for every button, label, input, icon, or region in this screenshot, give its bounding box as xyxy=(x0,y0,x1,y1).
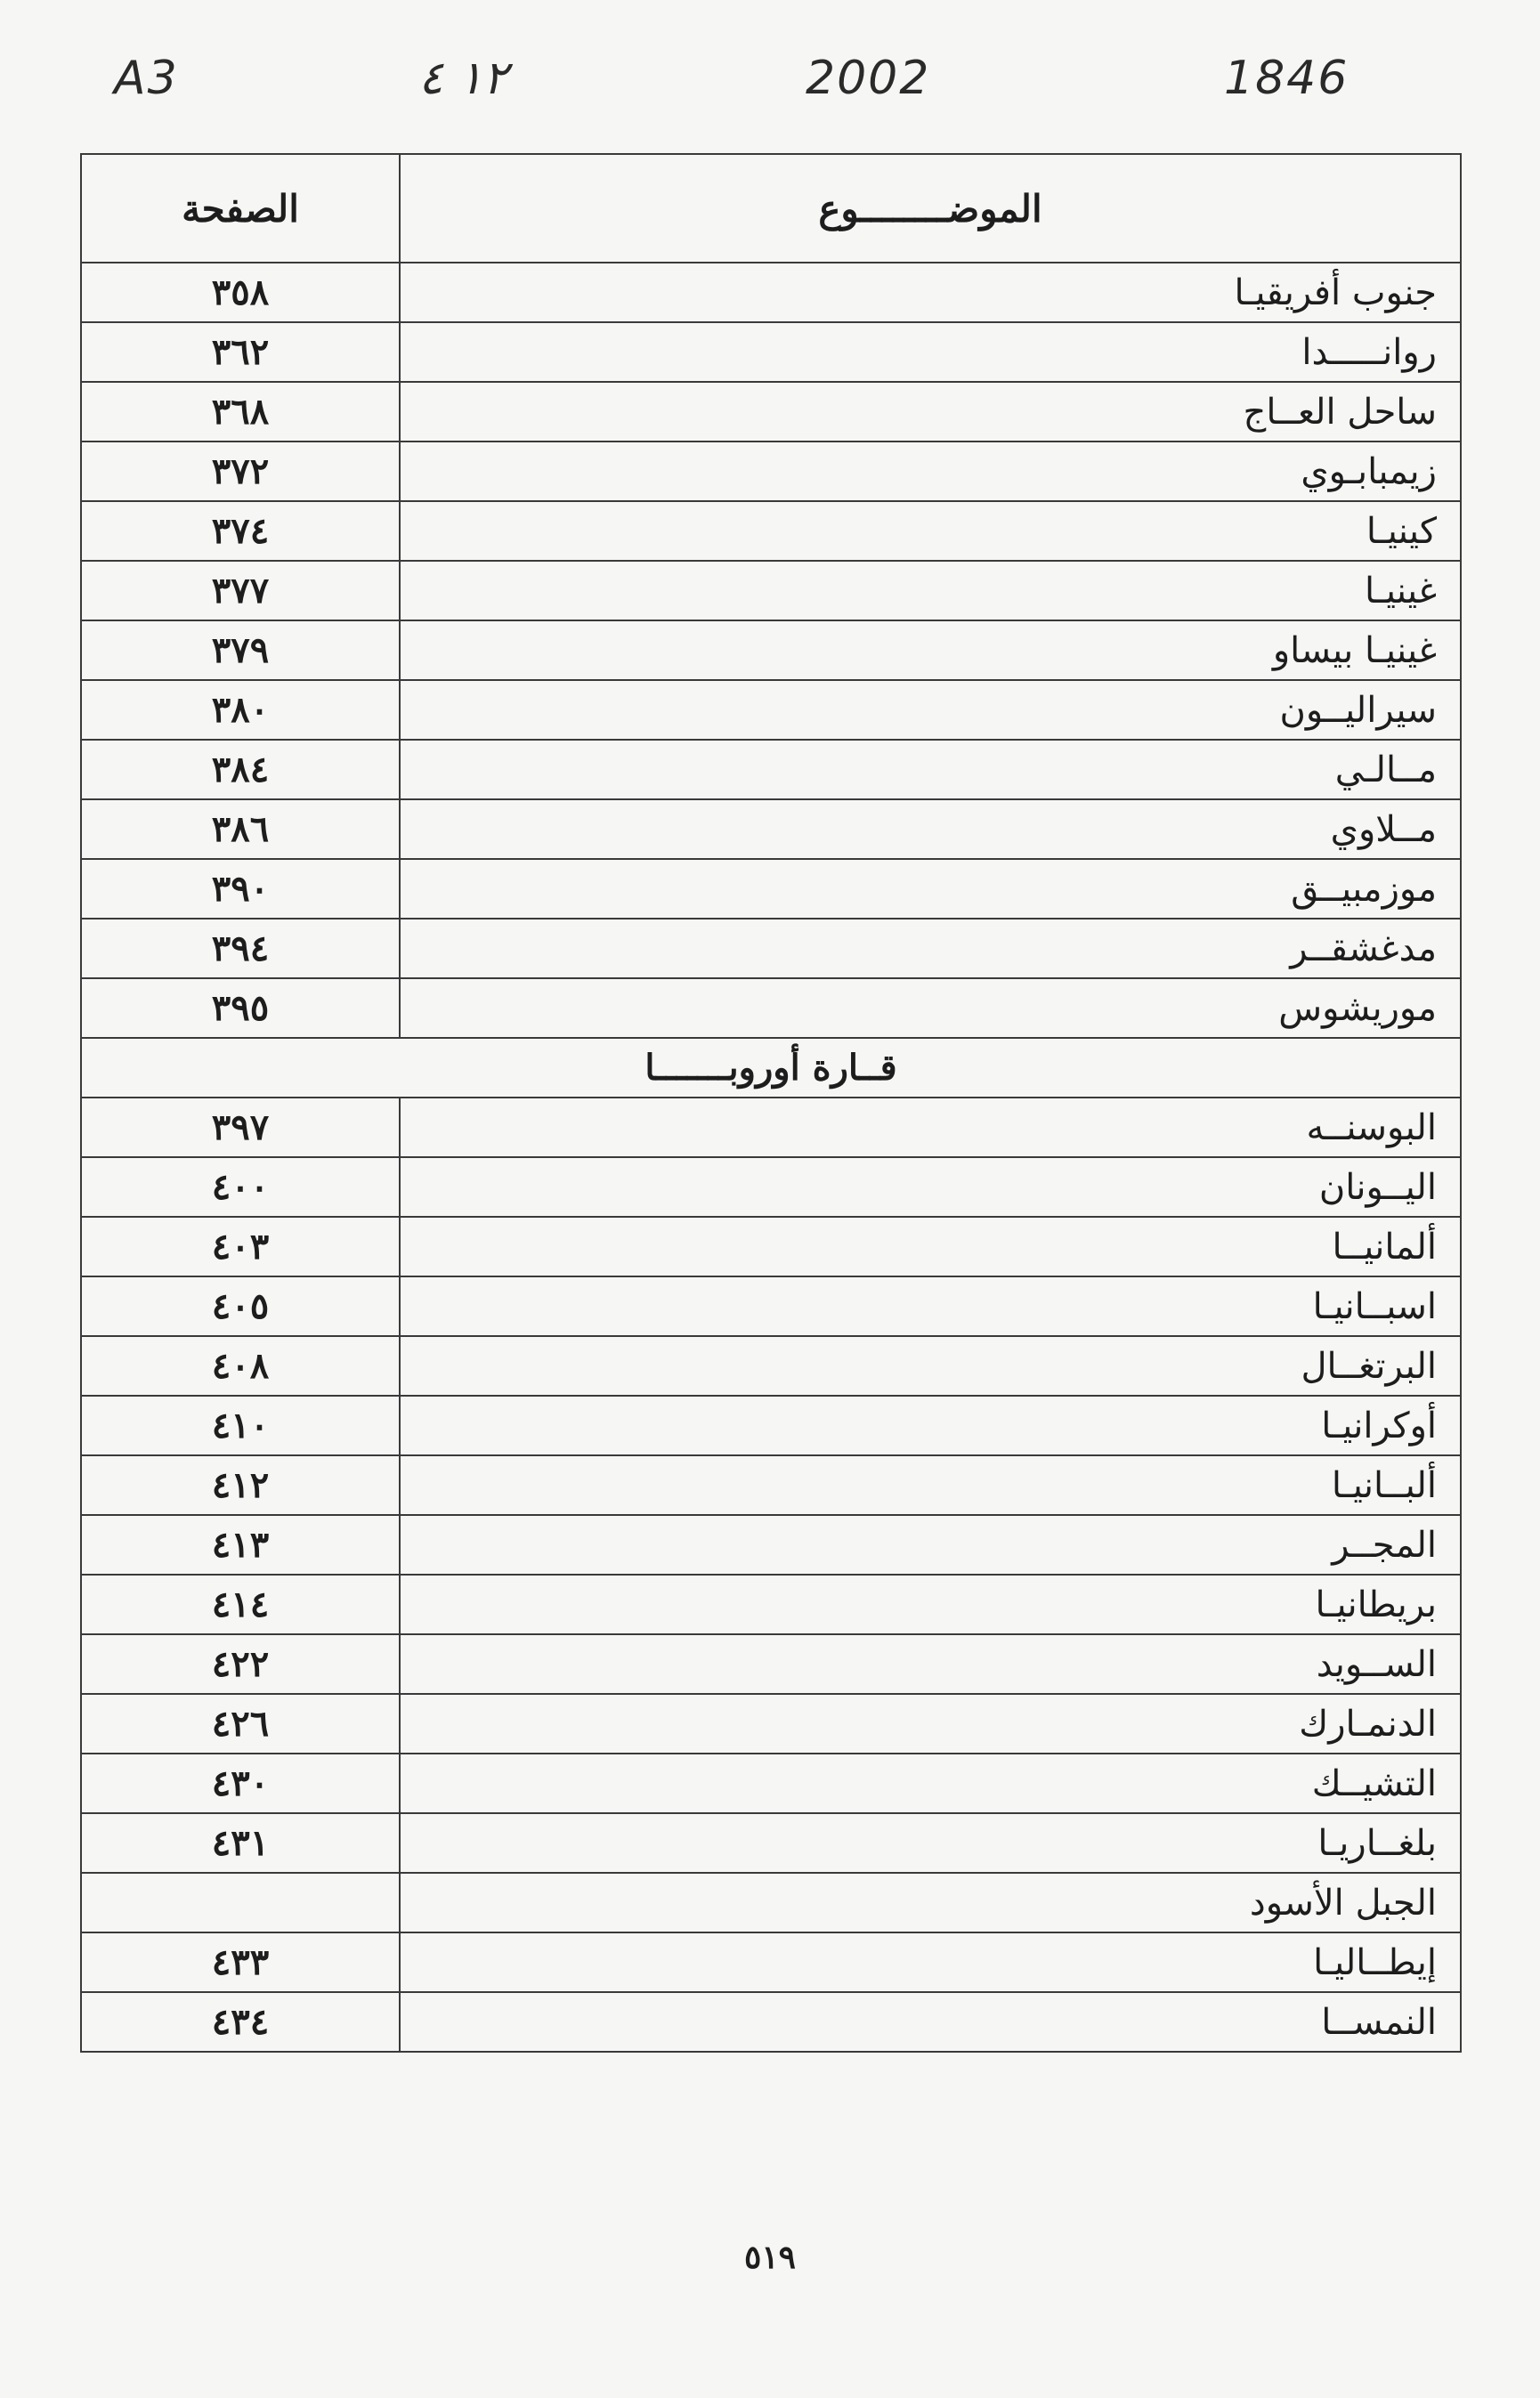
row-topic: النمســا xyxy=(400,1992,1461,2052)
table-row xyxy=(81,561,1461,620)
table-row xyxy=(81,859,1461,919)
row-page: ٣٧٢ xyxy=(81,442,400,501)
row-page: ٣٦٨ xyxy=(81,382,400,442)
table-row xyxy=(81,1694,1461,1754)
row-page: ٤١٠ xyxy=(81,1396,400,1455)
row-page: ٤١٤ xyxy=(81,1575,400,1634)
table-row xyxy=(81,1634,1461,1694)
row-topic: الســويد xyxy=(400,1634,1461,1694)
row-page: ٣٧٤ xyxy=(81,501,400,561)
row-page: ٤٠٣ xyxy=(81,1217,400,1276)
table-row xyxy=(81,1098,1461,1157)
table-header-row xyxy=(81,154,1461,263)
row-page: ٤١٣ xyxy=(81,1515,400,1575)
row-topic: موزمبيــق xyxy=(400,859,1461,919)
row-topic: ألمانيــا xyxy=(400,1217,1461,1276)
table-row xyxy=(81,1455,1461,1515)
row-topic: غينيـا xyxy=(400,561,1461,620)
row-topic: ساحل العــاج xyxy=(400,382,1461,442)
row-topic: الدنمـارك xyxy=(400,1694,1461,1754)
table-row xyxy=(81,1873,1461,1932)
table-row xyxy=(81,1754,1461,1813)
row-page: ٤٣١ xyxy=(81,1813,400,1873)
table-row xyxy=(81,620,1461,680)
row-topic: ألبــانيـا xyxy=(400,1455,1461,1515)
row-page: ٣٨٤ xyxy=(81,740,400,799)
table-row xyxy=(81,501,1461,561)
row-topic: إيطــاليـا xyxy=(400,1932,1461,1992)
table-row xyxy=(81,1157,1461,1217)
header-topic: الموضــــــــوع xyxy=(400,154,1461,263)
row-topic: موريشوس xyxy=(400,978,1461,1038)
row-topic: الجبل الأسود xyxy=(400,1873,1461,1932)
table-row xyxy=(81,740,1461,799)
row-page: ٤٠٨ xyxy=(81,1336,400,1396)
contents-table xyxy=(80,153,1462,2053)
row-topic: التشيــك xyxy=(400,1754,1461,1813)
row-page: ٣٩٧ xyxy=(81,1098,400,1157)
row-topic: زيمبابـوي xyxy=(400,442,1461,501)
row-page: ٤٢٢ xyxy=(81,1634,400,1694)
row-page: ٣٩٤ xyxy=(81,919,400,978)
row-page: ٣٥٨ xyxy=(81,263,400,322)
row-page: ٤٢٦ xyxy=(81,1694,400,1754)
row-page: ٣٧٩ xyxy=(81,620,400,680)
table-row xyxy=(81,1336,1461,1396)
table-row xyxy=(81,1217,1461,1276)
row-topic: المجــر xyxy=(400,1515,1461,1575)
row-page: ٤١٢ xyxy=(81,1455,400,1515)
table-row xyxy=(81,1396,1461,1455)
row-page: ٣٦٢ xyxy=(81,322,400,382)
table-row xyxy=(81,919,1461,978)
table-row xyxy=(81,1575,1461,1634)
row-topic: البوسنــه xyxy=(400,1098,1461,1157)
table-row xyxy=(81,1515,1461,1575)
row-topic: كينيـا xyxy=(400,501,1461,561)
row-topic: جنوب أفريقيـا xyxy=(400,263,1461,322)
section-heading-row xyxy=(81,1038,1461,1098)
row-page: ٣٨٠ xyxy=(81,680,400,740)
row-topic: روانـــــدا xyxy=(400,322,1461,382)
row-page: ٣٩٠ xyxy=(81,859,400,919)
table-row xyxy=(81,442,1461,501)
row-page: ٣٩٥ xyxy=(81,978,400,1038)
row-topic: اليــونان xyxy=(400,1157,1461,1217)
table-row xyxy=(81,1992,1461,2052)
row-page: ٤٠٥ xyxy=(81,1276,400,1336)
row-topic: سيراليــون xyxy=(400,680,1461,740)
table-row xyxy=(81,799,1461,859)
table-row xyxy=(81,322,1461,382)
row-topic: البرتغــال xyxy=(400,1336,1461,1396)
row-page xyxy=(81,1873,400,1932)
row-page: ٤٣٠ xyxy=(81,1754,400,1813)
section-heading: قــارة أوروبـــــــا xyxy=(81,1038,1461,1098)
table-row xyxy=(81,680,1461,740)
row-page: ٤٣٣ xyxy=(81,1932,400,1992)
handwritten-mark-number: ١٢ ٤ xyxy=(418,52,508,105)
table-row xyxy=(81,263,1461,322)
row-topic: اسبــانيـا xyxy=(400,1276,1461,1336)
page-number: ٥١٩ xyxy=(743,2239,796,2276)
handwritten-mark-year: 2002 xyxy=(806,52,931,105)
row-page: ٣٨٦ xyxy=(81,799,400,859)
contents-table-body xyxy=(81,263,1461,2052)
row-topic: بلغــاريـا xyxy=(400,1813,1461,1873)
row-topic: أوكرانيـا xyxy=(400,1396,1461,1455)
row-topic: بريطانيـا xyxy=(400,1575,1461,1634)
table-row xyxy=(81,1276,1461,1336)
row-topic: غينيـا بيساو xyxy=(400,620,1461,680)
row-page: ٤٣٤ xyxy=(81,1992,400,2052)
table-row xyxy=(81,978,1461,1038)
handwritten-mark-a3: A3 xyxy=(114,52,179,105)
row-topic: مدغشقــر xyxy=(400,919,1461,978)
handwritten-mark-code: 1846 xyxy=(1224,52,1350,105)
row-page: ٣٧٧ xyxy=(81,561,400,620)
row-topic: مــالـي xyxy=(400,740,1461,799)
table-row xyxy=(81,382,1461,442)
row-page: ٤٠٠ xyxy=(81,1157,400,1217)
header-page: الصفحة xyxy=(81,154,400,263)
table-row xyxy=(81,1932,1461,1992)
table-row xyxy=(81,1813,1461,1873)
row-topic: مــلاوي xyxy=(400,799,1461,859)
